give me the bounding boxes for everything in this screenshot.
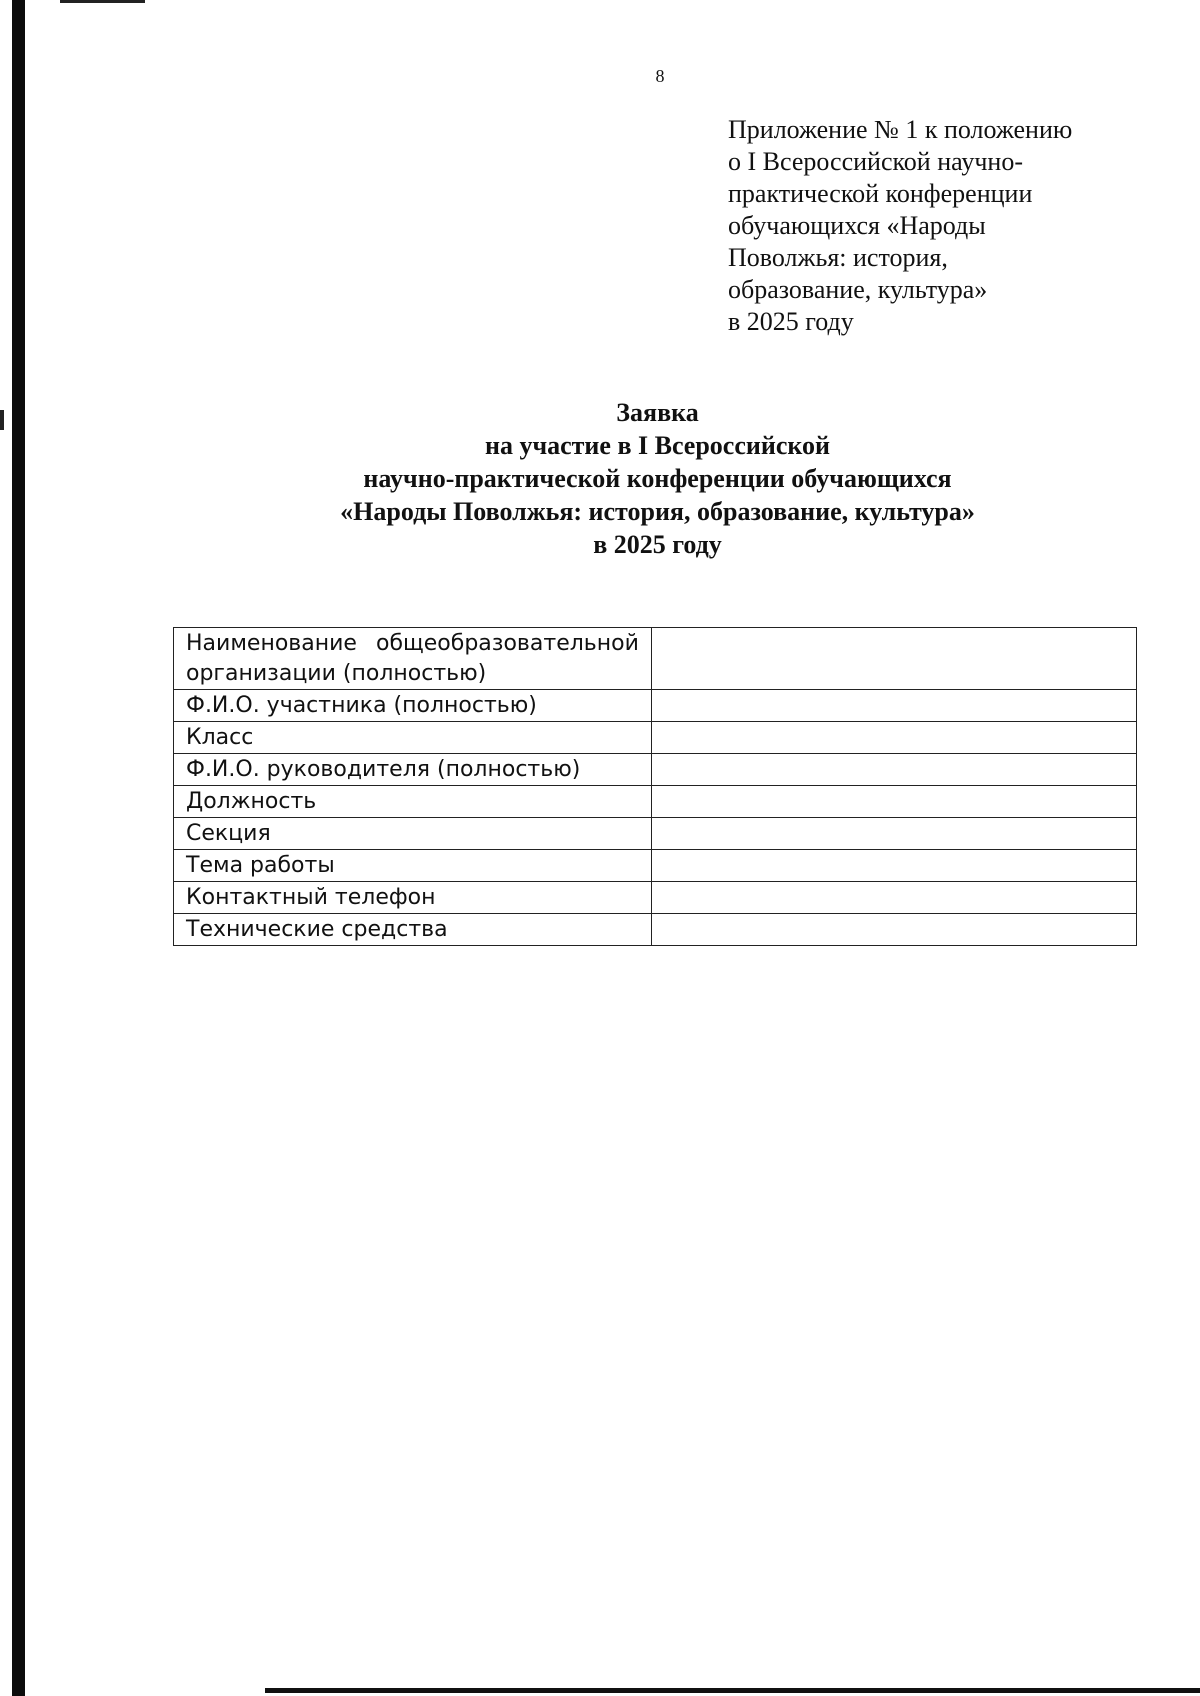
annex-line: в 2025 году <box>728 307 854 336</box>
scan-left-edge <box>12 0 25 1696</box>
table-row <box>174 850 1137 882</box>
field-label-line: организации (полностью) <box>186 661 487 686</box>
table-row <box>174 690 1137 722</box>
scan-side-mark <box>0 410 4 430</box>
field-label-equipment: Технические средства <box>174 914 652 946</box>
field-label-line: Наименование общеобразовательной <box>186 631 639 656</box>
table-row <box>174 882 1137 914</box>
scan-top-mark <box>60 0 145 3</box>
application-form-table <box>173 627 1137 946</box>
annex-line: практической конференции <box>728 179 1033 208</box>
field-value-participant-name[interactable] <box>651 690 1136 722</box>
table-row <box>174 818 1137 850</box>
field-value-phone[interactable] <box>651 882 1136 914</box>
field-label-participant-name: Ф.И.О. участника (полностью) <box>174 690 652 722</box>
field-label-organization <box>174 628 652 690</box>
title-line: «Народы Поволжья: история, образование, культура» <box>340 497 975 526</box>
annex-line: о I Всероссийской научно- <box>728 147 1024 176</box>
title-line: на участие в I Всероссийской <box>484 431 831 460</box>
annex-line: образование, культура» <box>728 275 988 304</box>
annex-line: Поволжья: история, <box>728 243 948 272</box>
table-row <box>174 754 1137 786</box>
field-label-supervisor-name: Ф.И.О. руководителя (полностью) <box>174 754 652 786</box>
field-value-organization[interactable] <box>651 628 1136 690</box>
field-label-topic: Тема работы <box>174 850 652 882</box>
field-label-grade: Класс <box>174 722 652 754</box>
field-label-position: Должность <box>174 786 652 818</box>
table-row <box>174 628 1137 690</box>
title-line: научно-практической конференции обучающихся <box>363 464 952 493</box>
field-value-topic[interactable] <box>651 850 1136 882</box>
field-value-section[interactable] <box>651 818 1136 850</box>
page-number: 8 <box>655 66 665 86</box>
title-line: Заявка <box>616 398 699 427</box>
field-label-section: Секция <box>174 818 652 850</box>
field-value-grade[interactable] <box>651 722 1136 754</box>
application-title <box>180 396 1135 561</box>
field-value-position[interactable] <box>651 786 1136 818</box>
field-value-supervisor-name[interactable] <box>651 754 1136 786</box>
title-line: в 2025 году <box>593 530 722 559</box>
scan-bottom-edge <box>265 1688 1200 1693</box>
field-value-equipment[interactable] <box>651 914 1136 946</box>
annex-line: обучающихся «Народы <box>728 211 986 240</box>
table-row <box>174 786 1137 818</box>
table-row <box>174 914 1137 946</box>
annex-line: Приложение № 1 к положению <box>728 115 1073 144</box>
field-label-phone: Контактный телефон <box>174 882 652 914</box>
table-row <box>174 722 1137 754</box>
annex-reference <box>728 114 1148 338</box>
